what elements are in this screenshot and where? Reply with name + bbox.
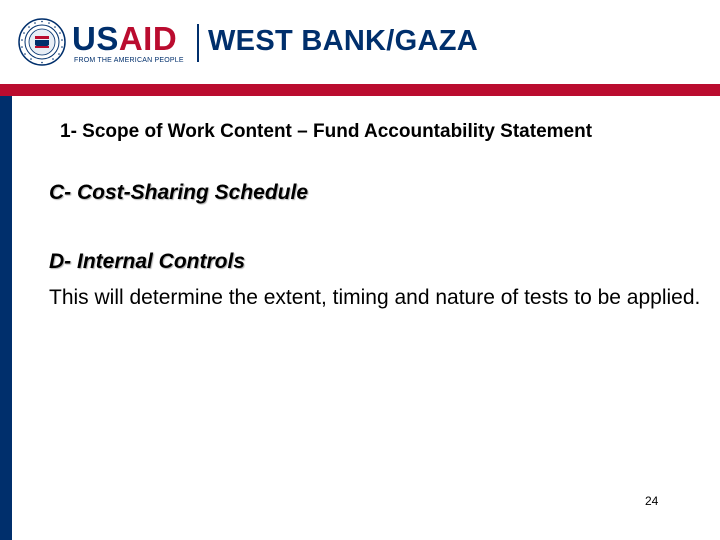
usaid-logo: USAID [72,20,178,57]
agency-tagline: FROM THE AMERICAN PEOPLE [74,57,184,64]
header-red-band [0,84,720,96]
page-number: 24 [645,494,659,508]
section-d-body: This will determine the extent, timing and nature of tests to be applied. [49,286,701,309]
section-d-heading: D- Internal Controls [49,250,246,273]
mission-name: WEST BANK/GAZA [208,25,479,57]
slide-header [0,0,720,84]
header-divider [197,24,199,62]
slide-title: 1- Scope of Work Content – Fund Accountability Statement [60,121,593,142]
usaid-seal-icon [18,18,66,66]
left-accent-bar [0,96,12,540]
section-c-heading: C- Cost-Sharing Schedule [49,181,309,204]
